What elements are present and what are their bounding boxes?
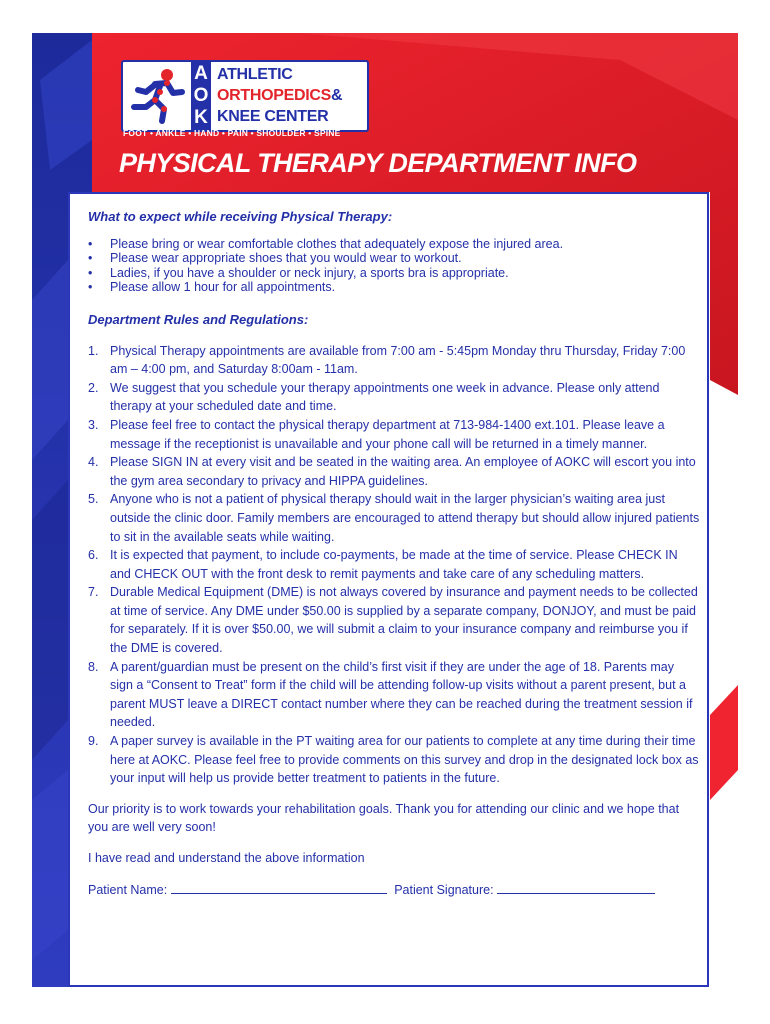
rule-number: 1. [88, 343, 99, 358]
rule-number: 5. [88, 492, 99, 507]
closing-text: Our priority is to work towards your rehabilitation goals. Thank you for attending our clinic and we hope that you are well very soon! [88, 801, 680, 835]
rule-item [88, 379, 700, 416]
rule-number: 9. [88, 734, 99, 749]
logo-letter-a: A [194, 63, 208, 84]
info-card [68, 192, 709, 987]
patient-name-label: Patient Name: [88, 882, 168, 897]
expect-list [88, 237, 700, 295]
patient-name-field[interactable] [171, 879, 387, 894]
expect-item: • Please bring or wear comfortable clothes that adequately expose the injured area. [88, 237, 700, 252]
logo-name-line1: ATHLETIC [217, 66, 293, 83]
acknowledge-text: I have read and understand the above information [88, 851, 365, 865]
rule-text: We suggest that you schedule your therapy appointments one week in advance. Please only attend therapy at your scheduled date and time. [110, 380, 660, 414]
rule-number: 6. [88, 548, 99, 563]
logo-name-line2-text: ORTHOPEDICS [217, 87, 332, 104]
rule-number: 7. [88, 585, 99, 600]
expect-heading: What to expect while receiving Physical Therapy: [88, 209, 393, 224]
runner-icon [127, 66, 189, 124]
rule-item [88, 416, 700, 453]
rule-item [88, 342, 700, 379]
rule-number: 8. [88, 659, 99, 674]
rules-list [88, 342, 700, 788]
patient-signature-field[interactable] [497, 879, 655, 894]
rule-text: Please SIGN IN at every visit and be seated in the waiting area. An employee of AOKC will escort you into the gym area secondary to privacy and HIPPA guidelines. [110, 455, 696, 488]
rule-text: Please feel free to contact the physical therapy department at 713-984-1400 ext.101. Please leave a message if the receptionist is unavailable and your phone call will be returned in a timely manner. [110, 417, 665, 451]
rule-item [88, 546, 700, 583]
logo-letter-k: K [194, 107, 208, 128]
expect-item: • Please allow 1 hour for all appointments. [88, 280, 700, 295]
logo-ampersand: & [331, 87, 343, 104]
rule-number: 3. [88, 417, 99, 432]
expect-item: • Ladies, if you have a shoulder or neck injury, a sports bra is appropriate. [88, 266, 700, 281]
rule-text: A paper survey is available in the PT waiting area for our patients to complete at any time during their time here at AOKC. Please feel free to provide comments on this survey and drop in the designated lock box as your input will help us provide better treatment to patients in the future. [110, 734, 699, 786]
logo-name [217, 64, 342, 127]
rule-item [88, 732, 700, 788]
rule-text: Physical Therapy appointments are available from 7:00 am - 5:45pm Monday thru Thursday, Friday 7:00 am – 4:00 pm, and Saturday 8:00am - 11am. [110, 343, 686, 377]
expect-item: • Please wear appropriate shoes that you would wear to workout. [88, 251, 700, 266]
rule-text: Durable Medical Equipment (DME) is not always covered by insurance and payment needs to be collected at time of service. Any DME under $50.00 is supplied by a separate company, DONJOY, and must be paid for separately. If it is over $50.00, we will submit a claim to your insurance company and reimburse you if the DME is covered. [110, 585, 698, 656]
logo-letters [191, 62, 211, 130]
rule-item [88, 658, 700, 732]
rule-text: Anyone who is not a patient of physical therapy should wait in the larger physician’s waiting area just outside the clinic door. Family members are encouraged to attend therapy but should allow injured patients to sit in the available seats while waiting. [110, 492, 700, 544]
rule-text: A parent/guardian must be present on the child’s first visit if they are under the age of 18. Parents may sign a “Consent to Treat” form if the child will be attending follow-up visits without a parent present, but a parent MUST leave a DIRECT contact number where they can be reached during the treatment session if needed. [110, 659, 693, 730]
rule-item [88, 583, 700, 657]
rule-number: 2. [88, 380, 99, 395]
tagline: FOOT • ANKLE • HAND • PAIN • SHOULDER • SPINE [123, 128, 341, 138]
rule-text: It is expected that payment, to include co-payments, be made at the time of service. Please CHECK IN and CHECK OUT with the front desk to remit payments and take care of any scheduling matters. [110, 548, 678, 581]
aok-logo [121, 60, 369, 132]
page-title: PHYSICAL THERAPY DEPARTMENT INFO [119, 148, 637, 178]
signature-row [88, 879, 700, 900]
rules-heading: Department Rules and Regulations: [88, 311, 309, 327]
patient-signature-label: Patient Signature: [394, 882, 494, 897]
logo-name-line2 [217, 85, 342, 106]
logo-name-line3: KNEE CENTER [217, 108, 329, 125]
rule-number: 4. [88, 455, 99, 470]
rule-item [88, 490, 700, 546]
logo-letter-o: O [193, 85, 209, 106]
rule-item [88, 453, 700, 490]
info-content [88, 208, 700, 899]
